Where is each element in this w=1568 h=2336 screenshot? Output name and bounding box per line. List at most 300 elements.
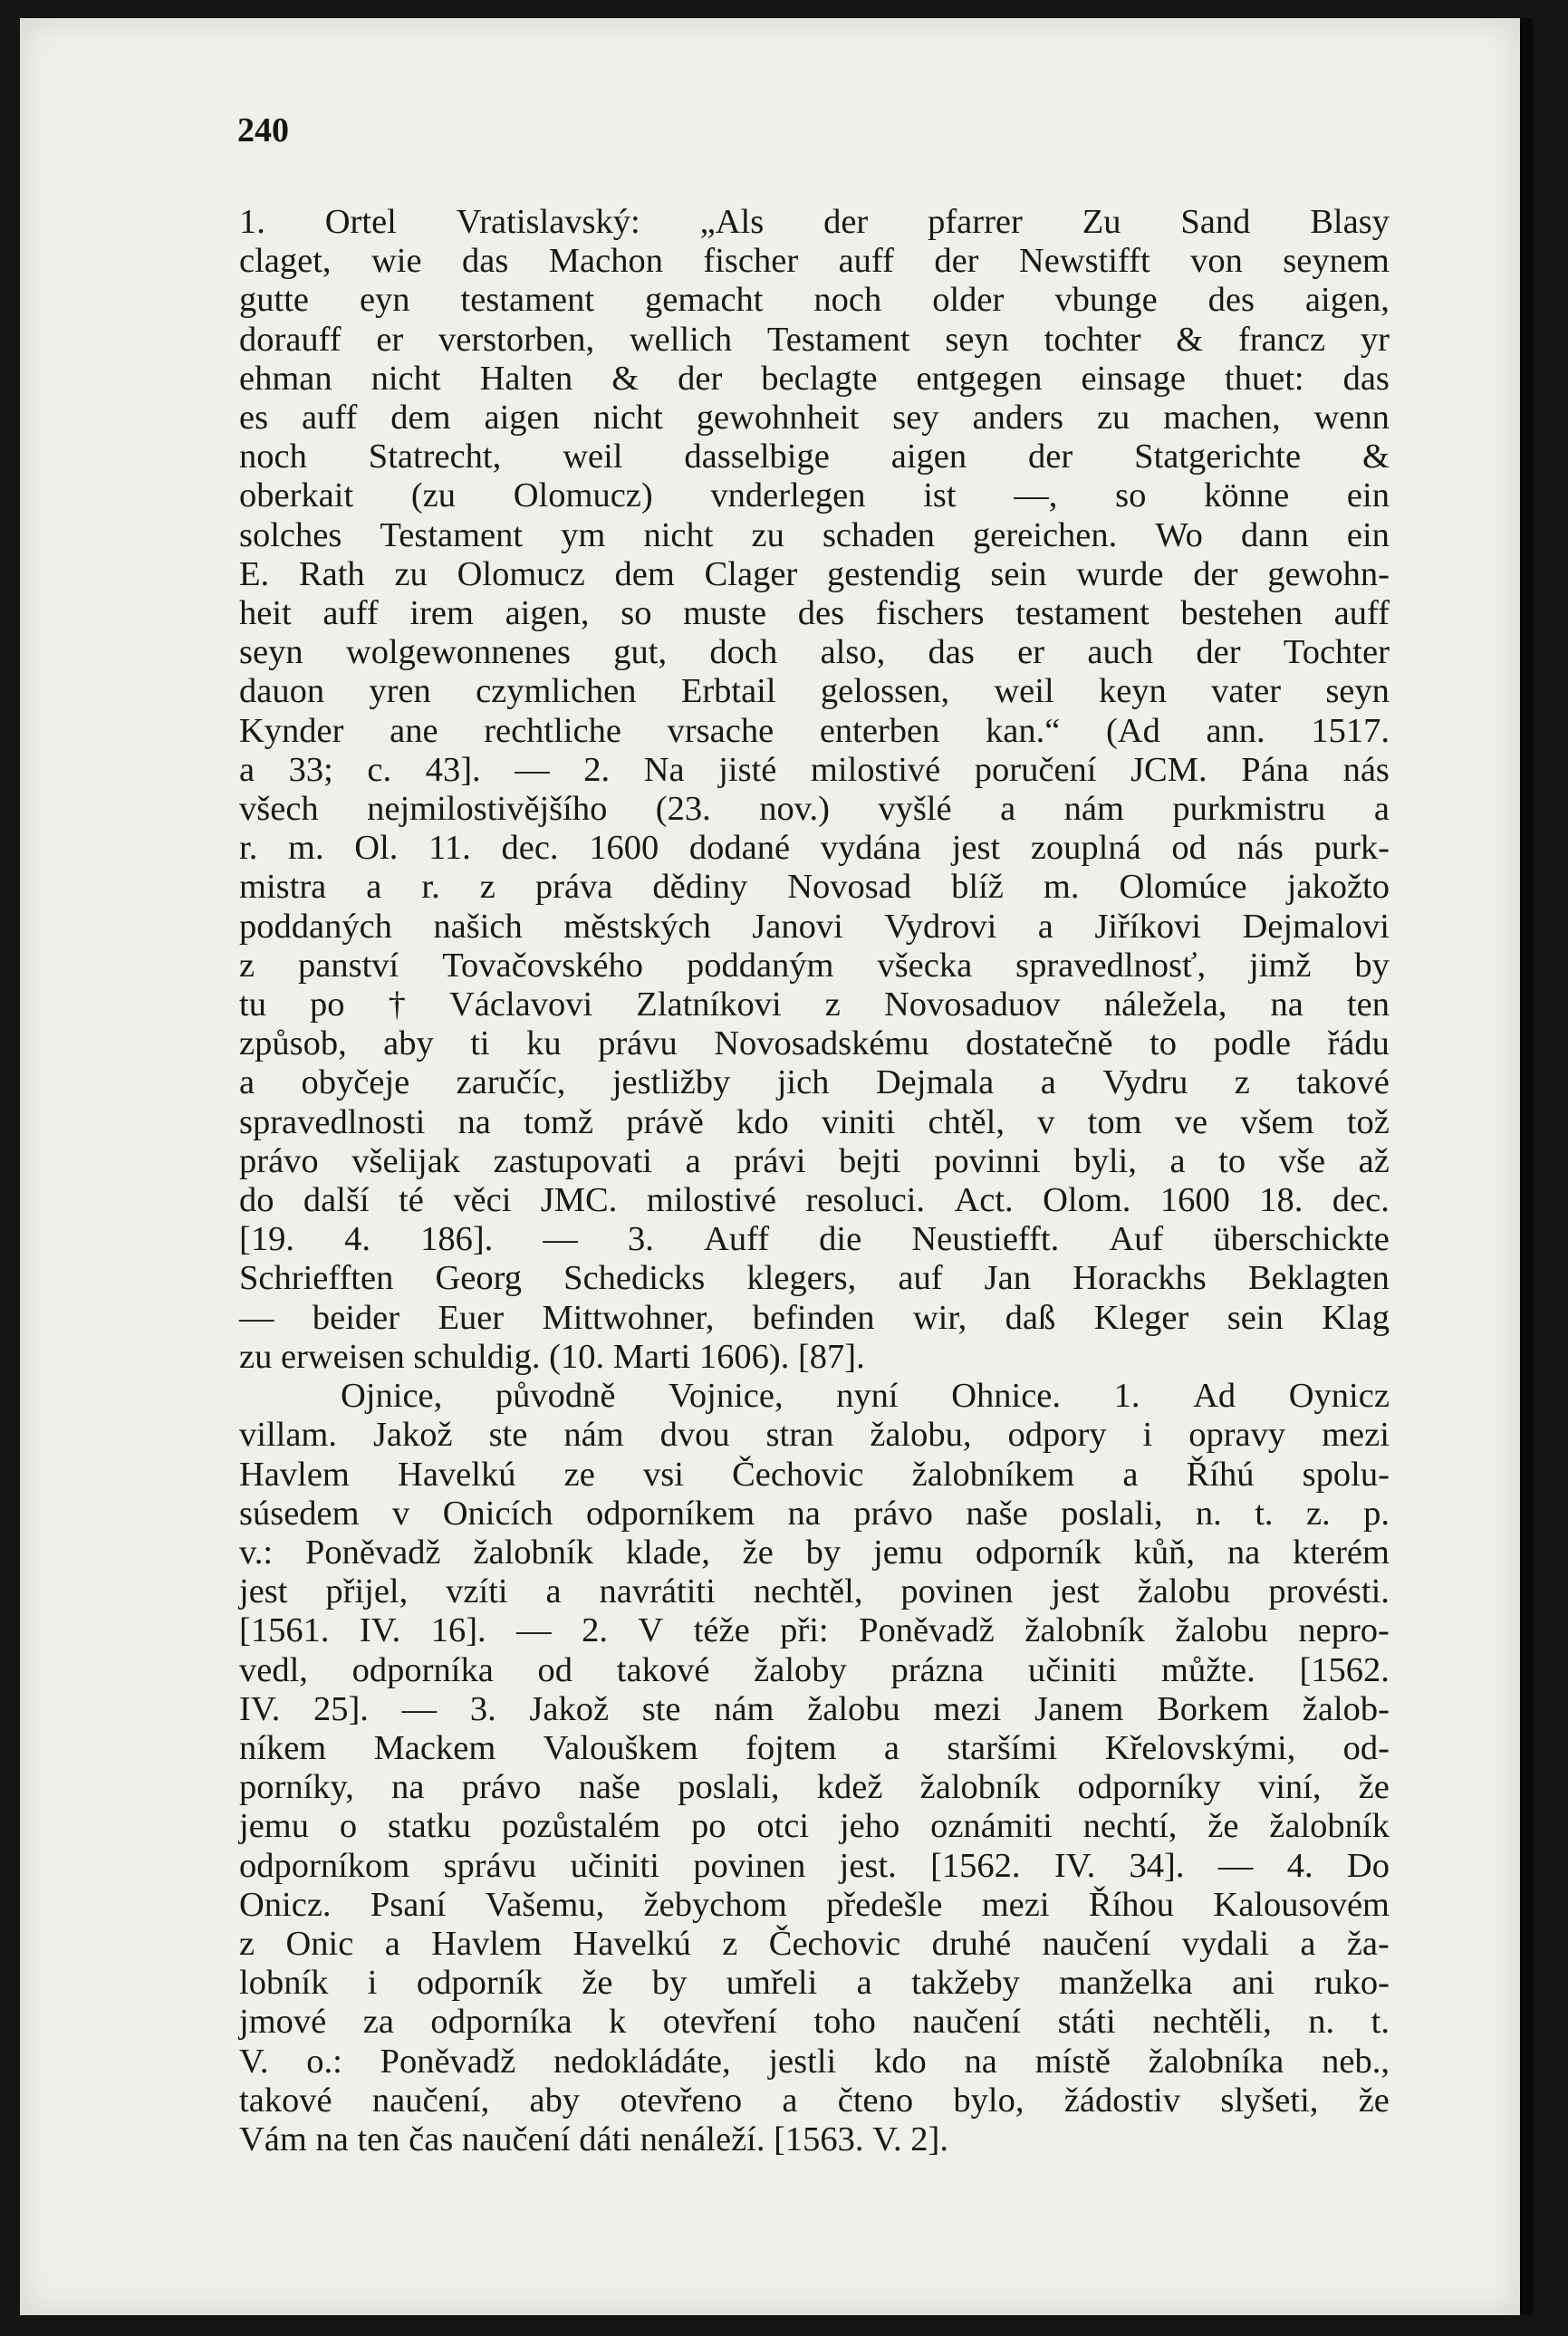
- word: zu: [751, 515, 784, 554]
- word: des: [797, 594, 845, 633]
- word: gemacht: [645, 281, 764, 320]
- word: 2.: [582, 1611, 608, 1650]
- word: 25].: [313, 1689, 369, 1728]
- word: jakožto: [1286, 868, 1390, 907]
- word: vedl,: [239, 1650, 308, 1689]
- text-line: [239, 868, 1390, 907]
- word: právu: [598, 1024, 678, 1063]
- word: ym: [561, 515, 606, 554]
- word: na: [315, 2120, 358, 2158]
- word: dorauff: [239, 320, 341, 359]
- word: a: [782, 2081, 798, 2120]
- word: učiniti: [570, 1846, 659, 1885]
- word: práva: [534, 868, 613, 907]
- word: wir,: [912, 1298, 967, 1337]
- word: zastupovati: [493, 1141, 652, 1180]
- word: a: [545, 1572, 562, 1611]
- word: jimž: [1249, 946, 1312, 985]
- word: Vratislavský:: [456, 203, 640, 241]
- word: žalobu: [1175, 1611, 1268, 1650]
- word: Euer: [438, 1298, 505, 1337]
- word: a: [856, 1964, 872, 2003]
- word: a: [883, 1728, 899, 1767]
- word: oberkait: [239, 476, 354, 515]
- word: aigen,: [1304, 281, 1390, 320]
- word: jemu: [873, 1533, 943, 1572]
- text-line: [239, 360, 1390, 399]
- text-line: [239, 1768, 1390, 1807]
- word: slyšeti,: [1220, 2081, 1319, 2120]
- text-line: [239, 2043, 1390, 2081]
- word: dem: [390, 399, 451, 437]
- word: also,: [820, 633, 886, 672]
- word: entgegen: [916, 359, 1043, 398]
- word: V.: [872, 2120, 911, 2158]
- word: ža-: [1346, 1924, 1390, 1963]
- word: er: [1017, 633, 1045, 672]
- word: právě: [626, 1102, 704, 1141]
- word: při:: [780, 1611, 829, 1650]
- word: erweisen: [280, 1337, 414, 1376]
- word: sey: [892, 399, 939, 437]
- word: Oynicz: [1288, 1377, 1390, 1416]
- word: na: [457, 1102, 491, 1141]
- word: auf: [898, 1259, 943, 1298]
- word: tomž: [524, 1102, 594, 1141]
- word: aigen: [890, 437, 967, 476]
- word: od-: [1342, 1728, 1390, 1767]
- word: auch: [1087, 633, 1154, 672]
- word: rechtliche: [484, 711, 621, 750]
- word: 2].: [910, 2120, 948, 2158]
- word: nás: [1342, 750, 1390, 789]
- word: otevření: [662, 2003, 777, 2042]
- word: sein: [1227, 1298, 1284, 1337]
- word: všech: [239, 790, 319, 829]
- text-line: [239, 594, 1390, 633]
- text-line: [239, 476, 1390, 515]
- word: žalobu,: [870, 1416, 972, 1455]
- word: za: [362, 2003, 394, 2042]
- word: Olomucz: [457, 554, 585, 593]
- word: poddaných: [239, 907, 392, 946]
- word: ste: [641, 1689, 681, 1728]
- word: takové: [239, 2081, 332, 2120]
- word: povinen: [900, 1572, 1014, 1611]
- word: viniti: [821, 1102, 896, 1141]
- word: gestendig: [827, 554, 961, 593]
- text-line: [239, 947, 1390, 985]
- word: &: [1361, 437, 1390, 476]
- text-line: [239, 1690, 1390, 1729]
- word: žalobník: [1269, 1807, 1390, 1846]
- word: na: [1270, 985, 1303, 1024]
- word: Novosadskému: [714, 1024, 929, 1063]
- text-line: [239, 1807, 1390, 1846]
- word: všelijak: [351, 1141, 461, 1180]
- word: místě: [1034, 2042, 1111, 2081]
- text-line: [239, 321, 1390, 360]
- word: Beklagten: [1247, 1259, 1390, 1298]
- word: odporníky: [1077, 1768, 1221, 1807]
- word: Jan: [984, 1259, 1031, 1298]
- word: dec.: [1332, 1181, 1390, 1220]
- word: testament: [460, 281, 595, 320]
- word: řádu: [1327, 1024, 1390, 1063]
- text-line: [239, 633, 1390, 672]
- word: poddaným: [686, 946, 834, 985]
- word: der: [823, 203, 869, 241]
- word: Mittwohner,: [542, 1298, 715, 1337]
- word: žalobník: [919, 1768, 1041, 1807]
- word: schuldig.: [413, 1337, 550, 1376]
- word: ten: [357, 2120, 409, 2158]
- word: JCM.: [1130, 750, 1207, 789]
- word: nov.): [759, 790, 830, 829]
- word: dasselbige: [684, 437, 830, 476]
- word: nenáleží.: [640, 2120, 774, 2158]
- word: Marti: [612, 1337, 699, 1376]
- word: seyn: [1325, 672, 1390, 711]
- word: to: [1218, 1141, 1246, 1180]
- word: od: [537, 1650, 573, 1689]
- word: stran: [765, 1416, 834, 1455]
- word: gewohnheit: [696, 399, 860, 437]
- word: ann.: [1206, 711, 1265, 750]
- word: yr: [1360, 320, 1390, 359]
- word: V.: [239, 2042, 269, 2081]
- text-line: [239, 281, 1390, 320]
- word: czymlichen: [476, 672, 637, 711]
- word: Auf: [1109, 1220, 1164, 1259]
- word: nyní: [836, 1377, 899, 1416]
- word: odporník: [975, 1533, 1101, 1572]
- word: Kleger: [1093, 1298, 1189, 1337]
- word: žalob-: [1302, 1689, 1390, 1728]
- word: vzíti: [446, 1572, 508, 1611]
- word: t.: [1255, 1494, 1274, 1533]
- text-line: [239, 672, 1390, 711]
- word: druhé: [931, 1924, 1012, 1963]
- word: ten: [1346, 985, 1390, 1024]
- word: dodané: [688, 829, 791, 868]
- word: blíž: [951, 868, 1004, 907]
- word: tu: [239, 985, 266, 1024]
- word: a: [1169, 1141, 1186, 1180]
- text-line: [239, 712, 1390, 751]
- word: Poněvadž: [859, 1611, 995, 1650]
- word: všem: [1240, 1102, 1314, 1141]
- word: einsage: [1081, 359, 1186, 398]
- word: die: [819, 1220, 862, 1259]
- word: jmové: [239, 2003, 327, 2042]
- word: der: [934, 242, 979, 281]
- word: das: [1342, 359, 1390, 398]
- word: a: [1000, 790, 1016, 829]
- word: Testament: [380, 515, 524, 554]
- word: ze: [563, 1455, 595, 1494]
- word: Auff: [704, 1220, 770, 1259]
- word: Václavovi: [448, 985, 593, 1024]
- word: žebychom: [643, 1885, 787, 1924]
- word: lobník: [239, 1964, 329, 2003]
- word: takové: [1296, 1063, 1390, 1102]
- word: jest: [1051, 1572, 1100, 1611]
- word: ku: [526, 1024, 562, 1063]
- word: poslali,: [678, 1768, 780, 1807]
- word: [1562.: [930, 1846, 1021, 1885]
- word: městských: [563, 907, 711, 946]
- word: naučení,: [371, 2081, 490, 2120]
- word: Vám: [239, 2120, 316, 2158]
- word: ein: [1346, 515, 1390, 554]
- word: tož: [1346, 1102, 1390, 1141]
- word: befinden: [752, 1298, 875, 1337]
- word: nicht: [592, 399, 663, 437]
- word: zu: [239, 1337, 281, 1376]
- word: Do: [1346, 1846, 1390, 1885]
- word: [1561.: [239, 1611, 330, 1650]
- word: verstorben,: [438, 320, 595, 359]
- word: 11.: [428, 829, 471, 868]
- word: noch: [239, 437, 307, 476]
- word: Valouškem: [543, 1728, 698, 1767]
- word: žalobníkem: [911, 1455, 1075, 1494]
- word: daß: [1005, 1298, 1056, 1337]
- word: wenn: [1313, 399, 1390, 437]
- word: aigen,: [505, 594, 590, 633]
- word: po: [310, 985, 345, 1024]
- word: jeho: [839, 1807, 900, 1846]
- word: původně: [495, 1377, 616, 1416]
- text-line: [239, 1220, 1390, 1259]
- text-line: [239, 1886, 1390, 1925]
- page-number: 240: [237, 111, 289, 149]
- word: a: [384, 1924, 400, 1963]
- word: vater: [1211, 672, 1282, 711]
- word: 3.: [628, 1220, 654, 1259]
- word: na: [391, 1768, 425, 1807]
- word: purkmistru: [1172, 790, 1326, 829]
- text-line: [239, 1142, 1390, 1181]
- word: že: [742, 1533, 774, 1572]
- word: noch: [813, 281, 882, 320]
- word: fojtem: [746, 1728, 837, 1767]
- word: by: [651, 1964, 688, 2003]
- word: kterém: [1293, 1533, 1390, 1572]
- word: Clager: [704, 554, 798, 593]
- word: r.: [239, 829, 258, 868]
- word: —: [1217, 1846, 1254, 1885]
- word: purk-: [1313, 829, 1390, 868]
- word: náležela,: [1103, 985, 1227, 1024]
- word: obyčeje: [301, 1063, 410, 1102]
- word: nechtěl,: [753, 1572, 863, 1611]
- word: čteno: [837, 2081, 914, 2120]
- word: der: [1193, 554, 1238, 593]
- word: nám: [1063, 790, 1124, 829]
- text-line: [239, 1181, 1390, 1220]
- word: auff: [302, 399, 358, 437]
- word: odporníka: [351, 1650, 494, 1689]
- word: 34].: [1129, 1846, 1185, 1885]
- word: aby: [529, 2081, 581, 2120]
- word: Statrecht,: [368, 437, 502, 476]
- word: přijel,: [325, 1572, 409, 1611]
- word: povinen: [693, 1846, 806, 1885]
- word: ehman: [239, 359, 332, 398]
- word: kůň,: [1133, 1533, 1196, 1572]
- word: heit: [239, 594, 292, 633]
- word: Čechovic: [732, 1455, 864, 1494]
- word: solches: [239, 515, 342, 554]
- word: —: [515, 750, 550, 789]
- word: irem: [409, 594, 474, 633]
- word: z: [1234, 1063, 1250, 1102]
- word: spravedlnosti: [239, 1102, 426, 1141]
- word: 1606).: [698, 1337, 798, 1376]
- word: navrátiti: [599, 1572, 716, 1611]
- word: es: [239, 399, 269, 437]
- word: súsedem: [239, 1494, 360, 1533]
- word: Blasy: [1310, 203, 1390, 241]
- text-line: [239, 1611, 1390, 1650]
- word: učiniti: [1027, 1650, 1118, 1689]
- text-line: [239, 1063, 1390, 1102]
- word: k: [609, 2003, 627, 2042]
- word: —,: [1014, 476, 1058, 515]
- word: dostatečně: [966, 1024, 1113, 1063]
- word: Ojnice,: [341, 1377, 443, 1416]
- word: odporník: [416, 1964, 543, 2003]
- word: muste: [683, 594, 767, 633]
- word: Ol.: [354, 829, 399, 868]
- word: (zu: [410, 476, 457, 515]
- word: ste: [488, 1416, 528, 1455]
- word: schaden: [822, 515, 935, 554]
- word: níkem: [239, 1728, 327, 1767]
- word: Říhou: [1088, 1885, 1175, 1924]
- word: chtěl,: [928, 1102, 1005, 1141]
- word: yren: [369, 672, 431, 711]
- word: Schriefften: [239, 1259, 394, 1298]
- word: fischer: [703, 242, 799, 281]
- word: Říhú: [1186, 1455, 1255, 1494]
- word: der: [678, 359, 723, 398]
- word: 1517.: [1311, 711, 1390, 750]
- word: milostivé: [646, 1181, 777, 1220]
- word: jest.: [839, 1846, 897, 1885]
- word: po: [690, 1807, 726, 1846]
- word: jisté: [718, 750, 777, 789]
- word: Wo: [1155, 515, 1203, 554]
- word: Havlem: [239, 1455, 350, 1494]
- word: claget,: [239, 242, 332, 281]
- word: mezi: [981, 1885, 1050, 1924]
- word: 1600: [1159, 1181, 1230, 1220]
- word: a: [1037, 907, 1053, 946]
- word: téže: [693, 1611, 750, 1650]
- word: a: [1373, 790, 1390, 829]
- word: dvou: [659, 1416, 730, 1455]
- word: předešle: [826, 1885, 943, 1924]
- word: IV.: [1053, 1846, 1096, 1885]
- word: Kynder: [239, 711, 344, 750]
- word: Poněvadž: [380, 2042, 516, 2081]
- word: našich: [433, 907, 523, 946]
- word: seynem: [1283, 242, 1390, 281]
- word: bejti: [839, 1141, 901, 1180]
- word: 16].: [430, 1611, 486, 1650]
- word: keyn: [1098, 672, 1167, 711]
- word: a: [1300, 1924, 1316, 1963]
- word: toho: [813, 2003, 876, 2042]
- word: neb.,: [1322, 2042, 1390, 2081]
- word: kdež: [816, 1768, 883, 1807]
- word: auff: [1333, 594, 1390, 633]
- word: správu: [443, 1846, 537, 1885]
- word: to: [1150, 1024, 1177, 1063]
- word: provésti.: [1268, 1572, 1390, 1611]
- word: enterben: [819, 711, 940, 750]
- word: Horackhs: [1073, 1259, 1207, 1298]
- word: bylo,: [953, 2081, 1024, 2120]
- word: Halten: [479, 359, 573, 398]
- word: könne: [1204, 476, 1290, 515]
- word: Olomucz): [513, 476, 653, 515]
- word: o.:: [306, 2042, 342, 2081]
- word: zu: [1096, 399, 1130, 437]
- text-line: [239, 1925, 1390, 1964]
- word: a: [1122, 1455, 1139, 1494]
- word: anders: [972, 399, 1064, 437]
- word: (23.: [655, 790, 711, 829]
- word: [87].: [797, 1337, 865, 1376]
- word: jich: [776, 1063, 830, 1102]
- word: gut,: [613, 633, 668, 672]
- word: Ad: [1193, 1377, 1236, 1416]
- word: odporníkem: [585, 1494, 755, 1533]
- word: überschickte: [1213, 1220, 1390, 1259]
- word: Vojnice,: [669, 1377, 784, 1416]
- word: thuet:: [1224, 359, 1304, 398]
- word: Klag: [1322, 1298, 1390, 1337]
- word: věci: [453, 1181, 512, 1220]
- text-line: [239, 1377, 1390, 1416]
- word: Zlatníkovi: [636, 985, 782, 1024]
- word: na: [1227, 1533, 1261, 1572]
- word: i: [1142, 1416, 1153, 1455]
- word: Olom.: [1043, 1181, 1131, 1220]
- word: státi: [1057, 2003, 1116, 2042]
- word: takové: [616, 1650, 710, 1689]
- word: 2.: [583, 750, 611, 789]
- text-line: [239, 1572, 1390, 1611]
- word: kdo: [873, 2042, 927, 2081]
- word: weil: [563, 437, 623, 476]
- word: eyn: [359, 281, 410, 320]
- word: c.: [367, 750, 392, 789]
- word: gewohn-: [1267, 554, 1390, 593]
- text-line: [239, 1259, 1390, 1298]
- word: z.: [1305, 1494, 1331, 1533]
- word: Vydrovi: [884, 907, 997, 946]
- word: dáti: [579, 2120, 640, 2158]
- word: tom: [1087, 1102, 1142, 1141]
- word: poslali,: [1061, 1494, 1163, 1533]
- word: testament: [1015, 594, 1150, 633]
- scan-edge: [1520, 18, 1533, 2315]
